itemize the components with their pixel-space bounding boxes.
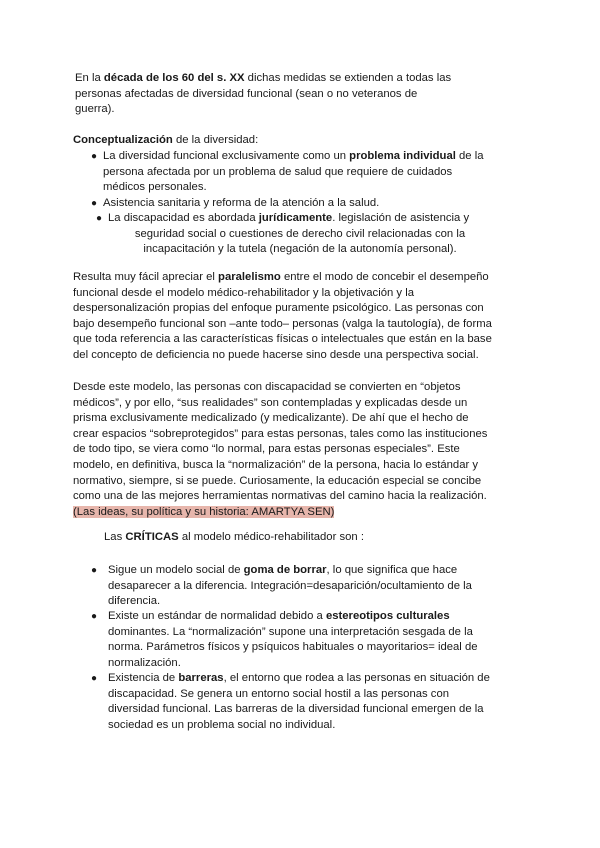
text-span: , lo que significa que hace — [326, 564, 458, 576]
text-line: Desde este modelo, las personas con discapacidad se convierten en “objetos — [73, 381, 461, 393]
text-line: personas afectadas de diversidad funcional (sean o no veteranos de — [75, 87, 418, 100]
text-line: médicos”, y por ello, “sus realidades” son contempladas y explicadas desde un — [73, 396, 468, 409]
text-span: En la — [75, 72, 104, 84]
highlighted-reference: (Las ideas, su política y su historia: AMARTYA SEN) — [73, 505, 335, 518]
text-line: prisma exclusivamente medicalizado (y medicalizante). De ahí que el hecho de — [73, 412, 469, 425]
bold-text: Conceptualización — [73, 134, 173, 146]
bold-text: década de los 60 del s. XX — [103, 72, 245, 84]
section-heading — [73, 133, 513, 149]
text-line — [73, 270, 523, 286]
bold-text: goma de borrar — [243, 564, 327, 576]
bullet-icon: ● — [91, 611, 98, 622]
bullet-icon: ● — [91, 151, 98, 162]
bullet-item — [91, 149, 521, 196]
criticas-heading — [104, 530, 424, 546]
text-line — [75, 71, 495, 87]
text-line: del concepto de deficiencia no puede hacerse sino desde una perspectiva social. — [73, 348, 479, 361]
text-line: despersonalización propias del enfoque puramente psicológico. Las personas con — [73, 302, 484, 315]
text-span: dichas medidas se extienden a todas las — [244, 72, 452, 84]
text-line: seguridad social o cuestiones de derecho civil relacionadas con la — [134, 227, 466, 240]
text-line: persona afectada por un problema de salud que requiere de cuidados — [103, 165, 453, 178]
modelo-paragraph — [73, 380, 523, 520]
text-span: La diversidad funcional exclusivamente como un — [103, 150, 350, 162]
bullet-icon: ● — [96, 213, 103, 224]
text-line: dominantes. La “normalización” supone una interpretación sesgada de la — [108, 625, 473, 638]
text-line: discapacidad. Se genera un entorno social hostil a las personas con — [108, 687, 450, 700]
text-line: médicos personales. — [103, 181, 207, 194]
text-line: modelo, en definitiva, busca la “normalización” de la persona, hacia lo estándar y — [73, 458, 479, 471]
bullet-item — [91, 609, 531, 671]
text-span: de la diversidad: — [172, 134, 259, 146]
text-line: diferencia. — [108, 595, 161, 608]
text-line: bajo desempeño funcional son –ante todo– personas (valga la tautología), de forma — [73, 317, 492, 330]
bold-text: CRÍTICAS — [125, 531, 179, 543]
text-line: norma. Parámetros físicos y psíquicos habituales o mayoritarios= ideal de — [108, 641, 478, 654]
text-span: de la — [455, 150, 484, 162]
bullet-item — [91, 563, 531, 610]
text-span: Existe un estándar de normalidad debido a — [108, 610, 326, 622]
text-line: crear espacios “sobreprotegidos” para estas personas, tales como las instituciones — [73, 427, 488, 440]
bullet-item — [91, 196, 521, 212]
text-span: . legislación de asistencia y — [332, 212, 470, 224]
text-span: La discapacidad es abordada — [108, 212, 259, 224]
bold-text: problema individual — [349, 150, 456, 162]
text-line: funcional desde el modelo médico-rehabilitador y la objetivación y la — [73, 286, 414, 299]
text-span: Sigue un modelo social de — [108, 564, 244, 576]
bold-text: jurídicamente — [258, 212, 333, 224]
text-line: guerra). — [75, 103, 115, 116]
text-line: de todo tipo, se viera como “lo normal, para estas personas especiales”. Este — [73, 443, 460, 456]
text-line: normalización. — [108, 656, 181, 669]
text-span: Resulta muy fácil apreciar el — [73, 271, 219, 283]
intro-paragraph — [75, 71, 495, 118]
text-line: diversidad funcional. Las barreras de la diversidad funcional emergen de la — [108, 703, 484, 716]
bold-text: paralelismo — [218, 271, 281, 283]
paralelismo-paragraph — [73, 270, 523, 364]
bold-text: estereotipos culturales — [325, 610, 450, 622]
bullet-icon: ● — [91, 198, 98, 209]
text-line: que toda referencia a las características físicas o intelectuales que están en la base — [73, 333, 492, 346]
text-line: como una de las mejores herramientas normativas del camino hacia la realización. — [73, 490, 487, 503]
text-span: Existencia de — [108, 672, 179, 684]
bullet-item — [96, 211, 516, 258]
bullet-icon: ● — [91, 673, 98, 684]
text-span: entre el modo de concebir el desempeño — [280, 271, 489, 283]
bold-text: barreras — [178, 672, 224, 684]
text-span: al modelo médico-rehabilitador son : — [178, 531, 364, 543]
text-span: Asistencia sanitaria y reforma de la atención a la salud. — [103, 197, 380, 209]
text-line: sociedad es un problema social no individual. — [108, 718, 336, 731]
text-span: Las — [104, 531, 126, 543]
text-line: normativo, siempre, si se puede. Curiosamente, la educación especial se concibe — [73, 474, 482, 487]
text-line: incapacitación y la tutela (negación de la autonomía personal). — [143, 243, 457, 256]
bullet-icon: ● — [91, 565, 98, 576]
text-line: desaparecer a la diferencia. Integración=desaparición/ocultamiento de la — [108, 579, 472, 592]
bullet-item — [91, 671, 531, 733]
text-span: , el entorno que rodea a las personas en situación de — [223, 672, 490, 684]
